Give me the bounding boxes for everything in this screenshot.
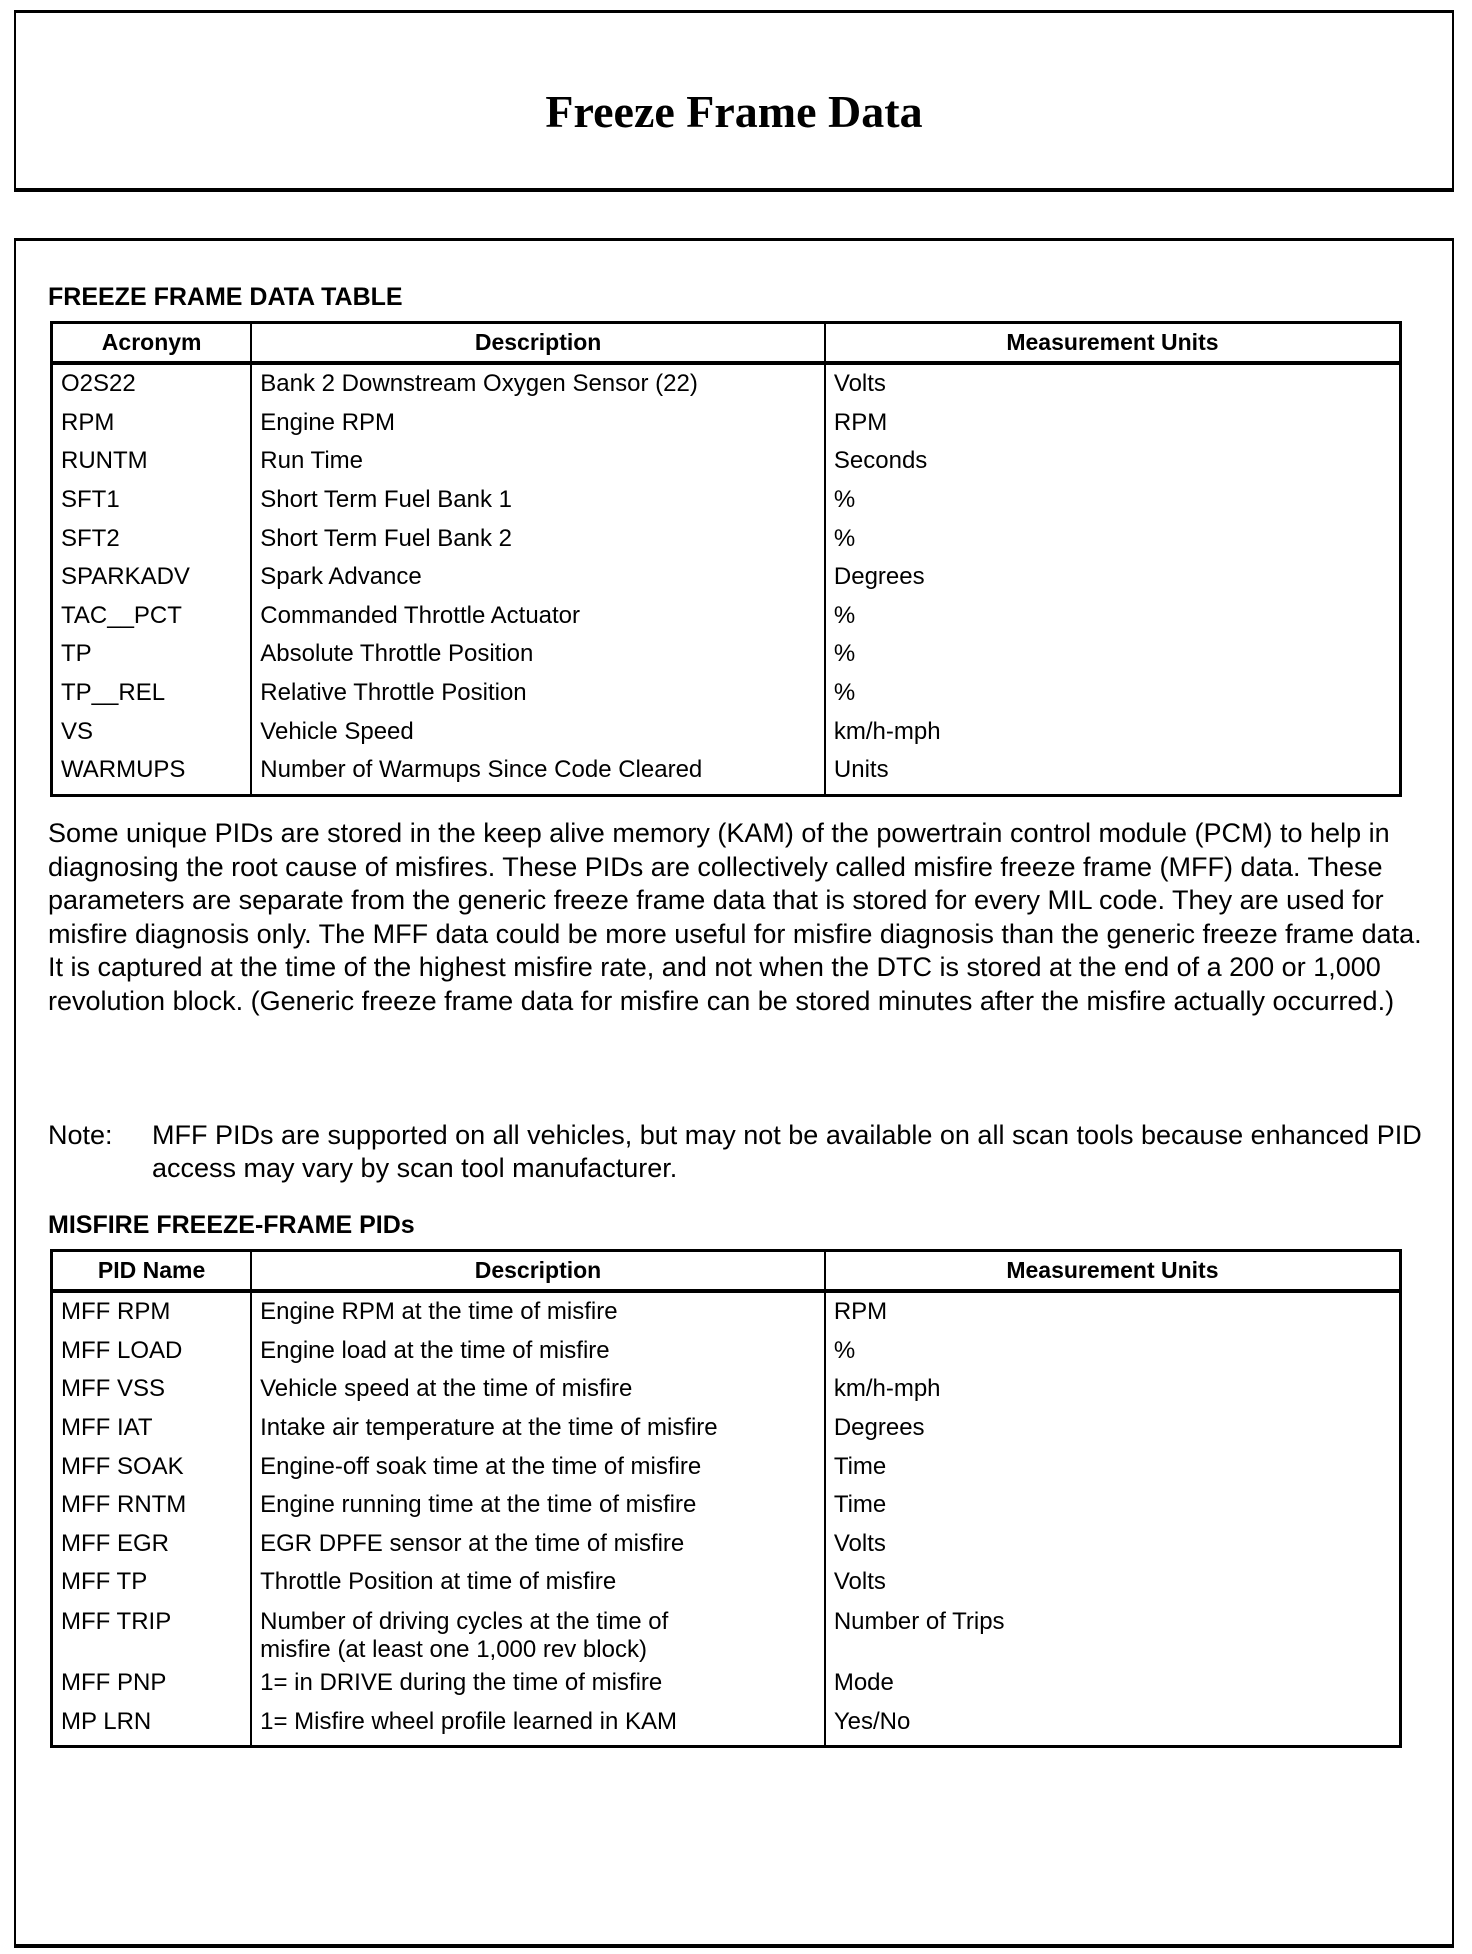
table-header-row (52, 1251, 1401, 1292)
table-row (52, 1525, 1401, 1564)
units-cell: % (833, 1336, 856, 1364)
content-box (14, 238, 1454, 1948)
pid-cell: MFF PNP (52, 1664, 252, 1703)
acronym-cell: VS (52, 712, 252, 751)
table-row (52, 597, 1401, 636)
column-header-pid-name: PID Name (52, 1251, 252, 1292)
units-cell: Time (833, 1491, 887, 1519)
table-row (52, 481, 1401, 520)
acronym-cell: WARMUPS (52, 751, 252, 795)
units-cell: % (833, 524, 856, 552)
description-cell: Spark Advance (251, 558, 825, 597)
table-row (52, 442, 1401, 481)
units-cell: Units (833, 756, 889, 784)
description-cell: Intake air temperature at the time of misfire (251, 1409, 825, 1448)
units-cell: RPM (833, 1298, 888, 1326)
units-cell: km/h-mph (833, 717, 941, 745)
units-cell: Mode (833, 1669, 894, 1697)
pid-cell: MFF RPM (52, 1291, 252, 1332)
table-row (52, 1370, 1401, 1409)
units-cell: % (833, 486, 856, 514)
description-cell: Engine RPM (251, 404, 825, 443)
units-cell: Volts (833, 1568, 886, 1596)
pid-cell: MFF EGR (52, 1525, 252, 1564)
acronym-cell: SFT1 (52, 481, 252, 520)
misfire-table-heading: MISFIRE FREEZE-FRAME PIDs (48, 1211, 415, 1239)
note-label: Note: (48, 1120, 113, 1150)
description-cell: Engine-off soak time at the time of misfire (251, 1447, 825, 1486)
note-text: MFF PIDs are supported on all vehicles, but may not be available on all scan tools because enhanced PID access may vary by scan tool manufacturer. (152, 1120, 1422, 1183)
description-cell: Engine load at the time of misfire (251, 1332, 825, 1371)
acronym-cell: TP (52, 635, 252, 674)
description-cell: Number of Warmups Since Code Cleared (251, 751, 825, 795)
table-row (52, 1702, 1401, 1746)
units-cell: % (833, 679, 856, 707)
pid-cell: MFF TP (52, 1563, 252, 1602)
description-cell: 1= in DRIVE during the time of misfire (251, 1664, 825, 1703)
units-cell: Time (833, 1452, 887, 1480)
description-cell: Commanded Throttle Actuator (251, 597, 825, 636)
units-cell: Yes/No (833, 1707, 911, 1735)
pid-cell: MFF VSS (52, 1370, 252, 1409)
units-cell: Volts (833, 370, 886, 398)
description-cell: EGR DPFE sensor at the time of misfire (251, 1525, 825, 1564)
freeze-frame-data-table (50, 321, 1402, 797)
units-cell: Degrees (833, 1414, 925, 1442)
description-cell: Engine running time at the time of misfire (251, 1486, 825, 1525)
table-row (52, 1447, 1401, 1486)
description-cell: Absolute Throttle Position (251, 635, 825, 674)
description-cell: Vehicle speed at the time of misfire (251, 1370, 825, 1409)
acronym-cell: TAC__PCT (52, 597, 252, 636)
pid-cell: MFF TRIP (52, 1602, 252, 1664)
acronym-cell: SFT2 (52, 519, 252, 558)
units-cell: % (833, 640, 856, 668)
acronym-cell: TP__REL (52, 674, 252, 713)
note-block (48, 1119, 1428, 1185)
pid-cell: MFF LOAD (52, 1332, 252, 1371)
description-cell: Vehicle Speed (251, 712, 825, 751)
description-cell: Run Time (251, 442, 825, 481)
column-header-units: Measurement Units (825, 1251, 1401, 1292)
title-box (14, 10, 1454, 192)
table-header-row (52, 323, 1401, 364)
units-cell: RPM (833, 408, 888, 436)
page-title: Freeze Frame Data (545, 86, 923, 137)
acronym-cell: SPARKADV (52, 558, 252, 597)
units-cell: Volts (833, 1529, 886, 1557)
column-header-acronym: Acronym (52, 323, 252, 364)
table-row (52, 363, 1401, 404)
description-cell: Engine RPM at the time of misfire (251, 1291, 825, 1332)
table-row (52, 519, 1401, 558)
pid-cell: MFF SOAK (52, 1447, 252, 1486)
table-row (52, 674, 1401, 713)
misfire-explanation-paragraph: Some unique PIDs are stored in the keep alive memory (KAM) of the powertrain control module (PCM) to help in diagnosing the root cause of misfires. These PIDs are collectively called misfire freeze frame (MFF) data. These parameters are separate from the generic freeze frame data that is stored for every MIL code. They are used for misfire diagnosis only. The MFF data could be more useful for misfire diagnosis than the generic freeze frame data. It is captured at the time of the highest misfire rate, and not when the DTC is stored at the end of a 200 or 1,000 revolution block. (Generic freeze frame data for misfire can be stored minutes after the misfire actually occurred.) (48, 818, 1422, 1016)
table-row (52, 1664, 1401, 1703)
pid-cell: MP LRN (52, 1702, 252, 1746)
acronym-cell: O2S22 (52, 363, 252, 404)
description-cell: 1= Misfire wheel profile learned in KAM (251, 1702, 825, 1746)
units-cell: Seconds (833, 447, 928, 475)
description-cell: Throttle Position at time of misfire (251, 1563, 825, 1602)
table-row (52, 1563, 1401, 1602)
units-cell: km/h-mph (833, 1375, 941, 1403)
column-header-description: Description (251, 1251, 825, 1292)
table-row (52, 404, 1401, 443)
misfire-freeze-frame-table (50, 1249, 1402, 1748)
units-cell: % (833, 601, 856, 629)
table-row (52, 712, 1401, 751)
pid-cell: MFF RNTM (52, 1486, 252, 1525)
column-header-units: Measurement Units (825, 323, 1401, 364)
acronym-cell: RPM (52, 404, 252, 443)
description-cell: Bank 2 Downstream Oxygen Sensor (22) (251, 363, 825, 404)
table-row (52, 1486, 1401, 1525)
column-header-description: Description (251, 323, 825, 364)
table-row (52, 1602, 1401, 1664)
description-cell: Relative Throttle Position (251, 674, 825, 713)
description-cell: Short Term Fuel Bank 2 (251, 519, 825, 558)
acronym-cell: RUNTM (52, 442, 252, 481)
table-row (52, 1332, 1401, 1371)
description-cell: Short Term Fuel Bank 1 (251, 481, 825, 520)
units-cell: Degrees (833, 563, 925, 591)
freeze-frame-table-heading: FREEZE FRAME DATA TABLE (48, 283, 403, 311)
table-row (52, 558, 1401, 597)
description-cell: Number of driving cycles at the time of misfire (at least one 1,000 rev block) (251, 1602, 825, 1664)
table-row (52, 635, 1401, 674)
pid-cell: MFF IAT (52, 1409, 252, 1448)
table-row (52, 751, 1401, 795)
table-row (52, 1409, 1401, 1448)
table-row (52, 1291, 1401, 1332)
units-cell: Number of Trips (833, 1607, 1005, 1635)
